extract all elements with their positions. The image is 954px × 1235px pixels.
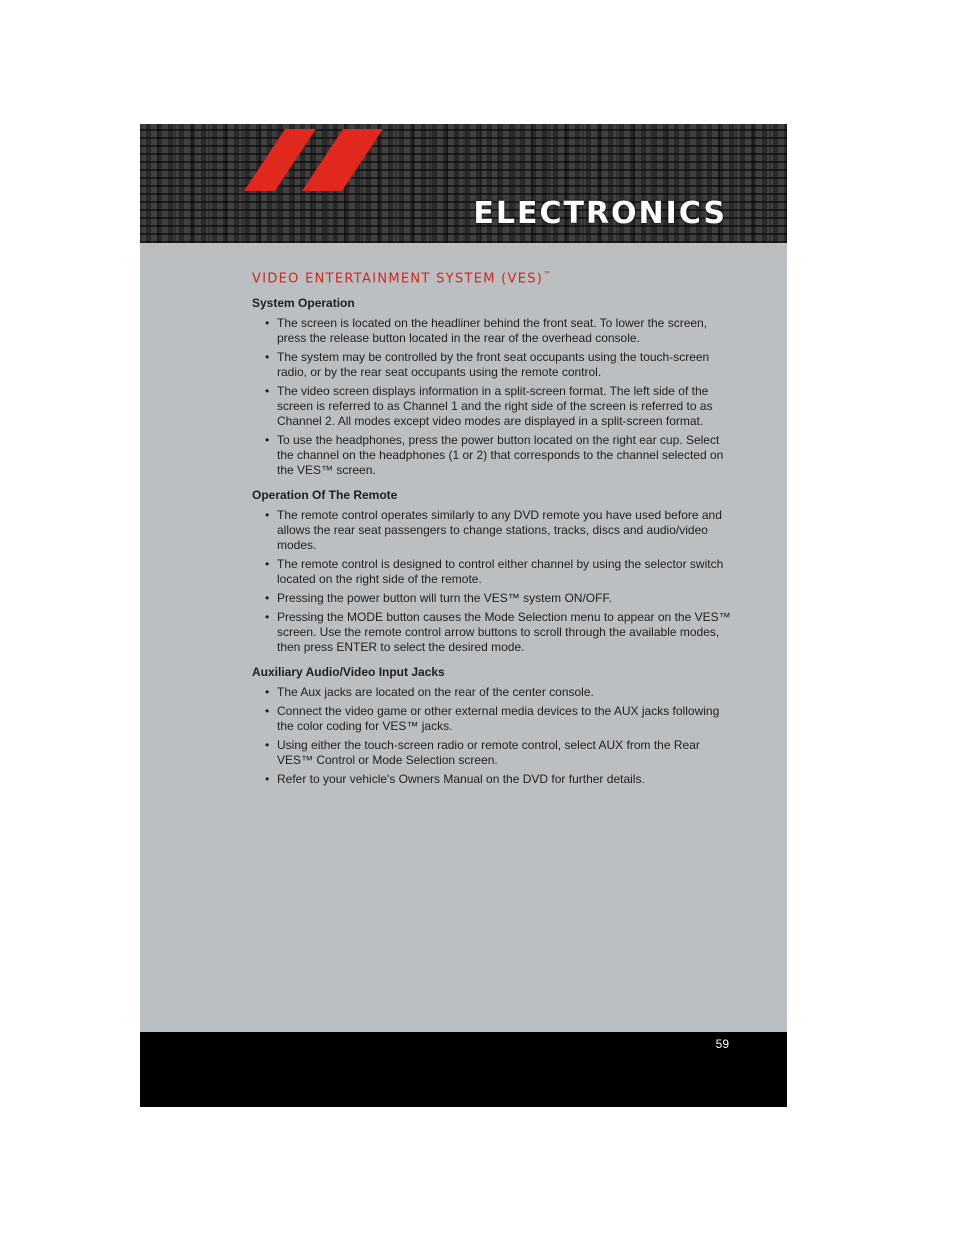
page-number: 59 [715, 1037, 729, 1051]
list-item: • The Aux jacks are located on the rear of the center console. [252, 685, 732, 700]
list-item: • Using either the touch-screen radio or remote control, select AUX from the Rear VES™ Control or Mode Selection screen. [252, 738, 732, 768]
list-item: • To use the headphones, press the power button located on the right ear cup. Select the channel on the headphones (1 or 2) that corresponds to the channel selected on the VES™ screen. [252, 433, 732, 478]
bullet-list-operation-of-remote [252, 508, 732, 655]
subheading-system-operation: System Operation [252, 296, 355, 311]
section-header-banner [140, 124, 787, 243]
section-title: ELECTRONICS [473, 196, 727, 231]
list-item: • The system may be controlled by the front seat occupants using the touch-screen radio, or by the rear seat occupants using the remote control. [252, 350, 732, 380]
manual-page [140, 124, 787, 1107]
list-item: • Pressing the power button will turn the VES™ system ON/OFF. [252, 591, 732, 606]
bullet-list-aux-input-jacks [252, 685, 732, 787]
list-item: • The remote control operates similarly to any DVD remote you have used before and allows the rear seat passengers to change stations, tracks, discs and audio/video modes. [252, 508, 732, 553]
trademark-mark: ™ [543, 270, 552, 279]
article-title [252, 270, 732, 286]
subheading-aux-input-jacks: Auxiliary Audio/Video Input Jacks [252, 665, 445, 680]
list-item: • The remote control is designed to control either channel by using the selector switch located on the right side of the remote. [252, 557, 732, 587]
bullet-list-system-operation [252, 316, 732, 478]
list-item: • The video screen displays information in a split-screen format. The left side of the screen is referred to as Channel 1 and the right side of the screen is referred to as Channel 2. All modes except video modes are displayed in a split-screen format. [252, 384, 732, 429]
article-title-text: VIDEO ENTERTAINMENT SYSTEM (VES) [252, 271, 544, 287]
red-stripes-icon [244, 129, 384, 191]
list-item: • Refer to your vehicle's Owners Manual on the DVD for further details. [252, 772, 732, 787]
page-footer [140, 1032, 787, 1107]
subheading-operation-of-remote: Operation Of The Remote [252, 488, 398, 503]
article-content [252, 270, 732, 797]
list-item: • Pressing the MODE button causes the Mode Selection menu to appear on the VES™ screen. Use the remote control arrow buttons to scroll through the available modes, then press ENTER to select the desired mode. [252, 610, 732, 655]
list-item: • Connect the video game or other external media devices to the AUX jacks following the color coding for VES™ jacks. [252, 704, 732, 734]
list-item: • The screen is located on the headliner behind the front seat. To lower the screen, press the release button located in the rear of the overhead console. [252, 316, 732, 346]
